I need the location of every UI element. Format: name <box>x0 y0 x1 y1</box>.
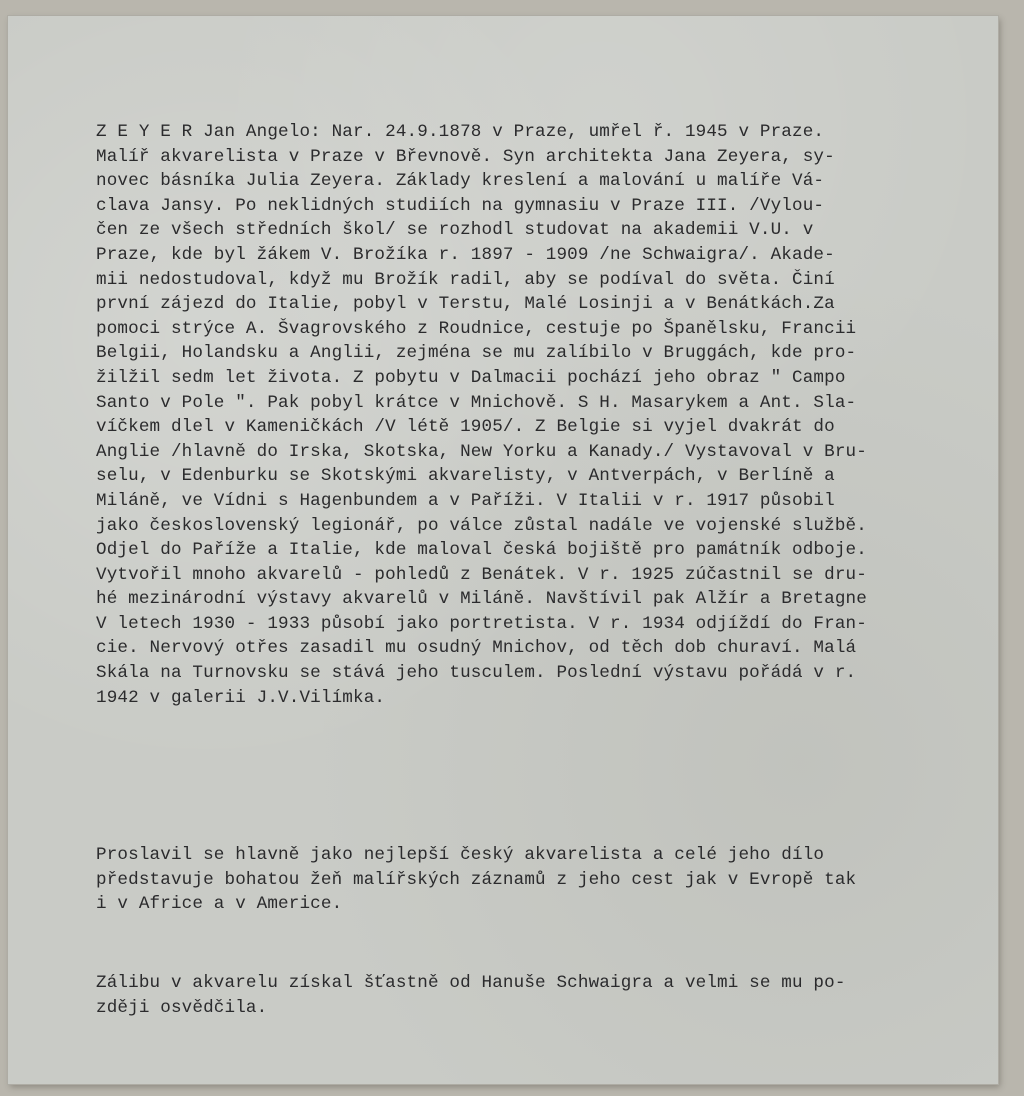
text-line: Praze, kde byl žákem V. Brožíka r. 1897 - 1909 /ne Schwaigra/. Akade- <box>96 244 835 265</box>
text-line: Z E Y E R Jan Angelo: Nar. 24.9.1878 v Praze, umřel ř. 1945 v Praze. <box>96 122 825 142</box>
text-line: clava Jansy. Po neklidných studiích na gymnasiu v Praze III. /Vylou- <box>96 195 825 216</box>
fame-paragraph <box>96 843 956 917</box>
text-line: Malíř akvarelista v Praze v Břevnově. Syn architekta Jana Zeyera, sy- <box>96 146 835 167</box>
text-line: první zájezd do Italie, pobyl v Terstu, Malé Losinji a v Benátkách.Za <box>96 294 835 315</box>
text-line: Belgii, Holandsku a Anglii, zejména se mu zalíbilo v Bruggách, kde pro- <box>96 343 857 364</box>
text-line: víčkem dlel v Kameničkách /V létě 1905/. Z Belgie si vyjel dvakrát do <box>96 417 835 438</box>
text-line: Miláně, ve Vídni s Hagenbundem a v Paříži. V Italii v r. 1917 působil <box>96 490 835 511</box>
text-line: cie. Nervový otřes zasadil mu osudný Mnichov, od těch dob churaví. Malá <box>96 638 857 659</box>
text-line: Vytvořil mnoho akvarelů - pohledů z Benátek. V r. 1925 zúčastnil se dru- <box>96 564 867 585</box>
text-line: mii nedostudoval, když mu Brožík radil, aby se podíval do světa. Činí <box>96 269 835 290</box>
text-line: žilžil sedm let života. Z pobytu v Dalmacii pochází jeho obraz " Campo <box>96 367 846 388</box>
hobby-paragraph <box>96 971 956 1020</box>
text-line: zději osvědčila. <box>96 997 268 1018</box>
text-line: představuje bohatou žeň malířských záznamů z jeho cest jak v Evropě tak <box>96 869 857 890</box>
typed-card <box>8 16 998 1084</box>
biography-paragraph <box>96 120 956 710</box>
text-line: Zálibu v akvarelu získal šťastně od Hanuše Schwaigra a velmi se mu po- <box>96 973 846 993</box>
text-line: hé mezinárodní výstavy akvarelů v Miláně. Navštívil pak Alžír a Bretagne <box>96 589 867 610</box>
text-line: Proslavil se hlavně jako nejlepší český akvarelista a celé jeho dílo <box>96 845 825 865</box>
text-line: 1942 v galerii J.V.Vilímka. <box>96 687 386 708</box>
text-line: Anglie /hlavně do Irska, Skotska, New Yorku a Kanady./ Vystavoval v Bru- <box>96 441 867 462</box>
text-line: novec básníka Julia Zeyera. Základy kreslení a malování u malíře Vá- <box>96 171 825 192</box>
text-line: čen ze všech středních škol/ se rozhodl studovat na akademii V.U. v <box>96 220 814 241</box>
text-line: Odjel do Paříže a Italie, kde maloval česká bojiště pro památník odboje. <box>96 540 867 561</box>
text-line: V letech 1930 - 1933 působí jako portretista. V r. 1934 odjíždí do Fran- <box>96 613 867 634</box>
text-line: Skála na Turnovsku se stává jeho tusculem. Poslední výstavu pořádá v r. <box>96 663 857 684</box>
text-line: jako československý legionář, po válce zůstal nadále ve vojenské službě. <box>96 515 867 536</box>
text-line: Santo v Pole ". Pak pobyl krátce v Mnichově. S H. Masarykem a Ant. Sla- <box>96 392 857 413</box>
text-line: pomoci strýce A. Švagrovského z Roudnice, cestuje po Španělsku, Francii <box>96 318 857 339</box>
text-line: i v Africe a v Americe. <box>96 894 343 915</box>
text-line: selu, v Edenburku se Skotskými akvarelisty, v Antverpách, v Berlíně a <box>96 466 835 487</box>
